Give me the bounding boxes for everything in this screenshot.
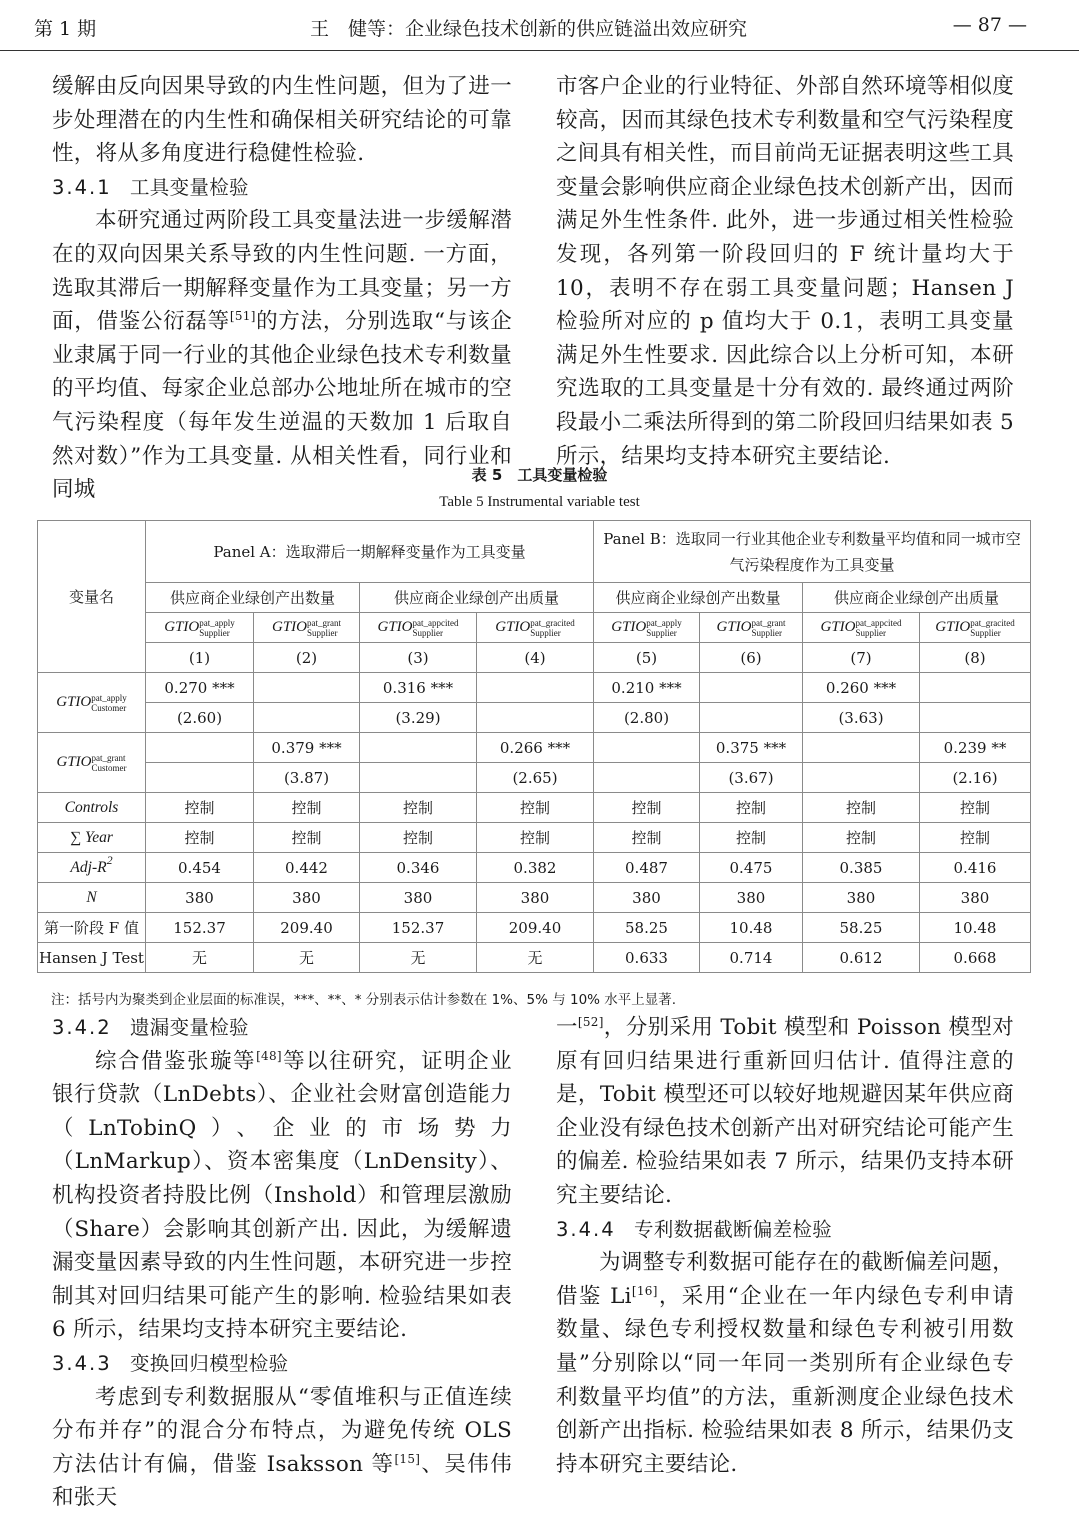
n-cell: 380 [803,883,920,913]
se-cell: (2.80) [594,703,700,733]
control-cell: 控制 [594,793,700,823]
n-cell: 380 [477,883,594,913]
column-number-row [38,643,1031,673]
coef-cell: 0.266 *** [477,733,594,763]
n-cell: 380 [700,883,803,913]
running-header [0,0,1079,51]
control-cell: 控制 [146,823,254,853]
control-cell: 控制 [700,793,803,823]
table-row [38,883,1031,913]
coef-cell: 0.260 *** [803,673,920,703]
issue-number: 第 1 期 [34,18,97,40]
n-cell: 380 [146,883,254,913]
f-cell: 209.40 [254,913,360,943]
control-cell: 控制 [146,793,254,823]
coef-cell [920,673,1031,703]
column-number: (7) [803,643,920,673]
dep-var-apply: GTIOpat_apply Supplier [146,613,254,643]
coef-cell [594,733,700,763]
coef-cell [477,673,594,703]
table-note: 注：括号内为聚类到企业层面的标准误，***、**、* 分别表示估计参数在 1%、5% 与 10% 水平上显著. [51,992,677,1008]
coef-cell [700,673,803,703]
right-column-top [556,70,1014,473]
control-cell: 控制 [254,823,360,853]
adj-r2-cell: 0.454 [146,853,254,883]
hansen-cell: 无 [477,943,594,973]
table-row [38,853,1031,883]
dependent-variable-row [38,613,1031,643]
quality-header: 供应商企业绿创产出质量 [803,583,1031,613]
n-cell: 380 [360,883,477,913]
se-cell [803,763,920,793]
row-label-apply-customer: GTIOpat_apply Customer [38,673,146,733]
hansen-cell: 0.714 [700,943,803,973]
section-heading-3-4-4: 3.4.4 专利数据截断偏差检验 [556,1217,833,1241]
column-number: (4) [477,643,594,673]
control-cell: 控制 [594,823,700,853]
se-cell [477,703,594,733]
table-row [38,673,1031,703]
paragraph: 市客户企业的行业特征、外部自然环境等相似度较高，因而其绿色技术专利数量和空气污染程度之间具有相关性，而目前尚无证据表明这些工具变量会影响供应商企业绿色技术创新产出，因而满足外生性条件. 此外，进一步通过相关性检验发现，各列第一阶段回归的 F 统计量均大于 10，表明不存在弱工具变量问题；Hansen J 检验所对应的 p 值均大于 0.1，表明工具变量满足外生性要求. 因此综合以上分析可知，本研究选取的工具变量是十分有效的. 最终通过两阶段最小二乘法所得到的第二阶段回归结果如表 5 所示，结果均支持本研究主要结论. [556,74,1014,469]
left-column-top [52,70,512,507]
control-cell: 控制 [920,793,1031,823]
citation[interactable]: [16] [631,1283,658,1298]
dep-var-grant: GTIOpat_grant Supplier [254,613,360,643]
n-cell: 380 [254,883,360,913]
table-row [38,793,1031,823]
control-cell: 控制 [477,793,594,823]
n-cell: 380 [594,883,700,913]
dep-var-appcited: GTIOpat_appcited Supplier [360,613,477,643]
control-cell: 控制 [700,823,803,853]
panel-b-header: Panel B：选取同一行业其他企业专利数量平均值和同一城市空气污染程度作为工具变量 [594,521,1031,583]
coef-cell: 0.210 *** [594,673,700,703]
se-cell [360,763,477,793]
f-cell: 152.37 [360,913,477,943]
dep-var-apply: GTIOpat_apply Supplier [594,613,700,643]
section-heading-3-4-1: 3.4.1 工具变量检验 [52,175,249,199]
right-column-bottom [556,1011,1014,1481]
control-cell: 控制 [360,823,477,853]
table-row [38,703,1031,733]
table-row [38,913,1031,943]
paragraph: 一[52]，分别采用 Tobit 模型和 Poisson 模型对原有回归结果进行重新回归估计. 值得注意的是，Tobit 模型还可以较好地规避因某年供应商企业没有绿色技术创新产出对研究结论可能产生的偏差. 检验结果如表 7 所示，结果仍支持本研究主要结论. [556,1015,1014,1208]
coef-cell [254,673,360,703]
citation[interactable]: [51] [229,309,256,324]
hansen-cell: 0.668 [920,943,1031,973]
se-cell [700,703,803,733]
adj-r2-cell: 0.416 [920,853,1031,883]
row-label-grant-customer: GTIOpat_grant Customer [38,733,146,793]
paragraph: 考虑到专利数据服从“零值堆积与正值连续分布并存”的混合分布特点，为避免传统 OLS 方法估计有偏，借鉴 Isaksson 等[15]、吴伟伟和张天 [52,1384,512,1511]
coef-cell [146,733,254,763]
hansen-cell: 0.612 [803,943,920,973]
table-row [38,943,1031,973]
se-cell: (2.60) [146,703,254,733]
adj-r2-cell: 0.385 [803,853,920,883]
running-title: 王 健等：企业绿色技术创新的供应链溢出效应研究 [310,18,748,40]
f-cell: 58.25 [803,913,920,943]
row-label-first-stage-f: 第一阶段 F 值 [38,913,146,943]
se-cell: (3.87) [254,763,360,793]
left-column-bottom [52,1011,512,1515]
column-number: (8) [920,643,1031,673]
quantity-header: 供应商企业绿创产出数量 [594,583,803,613]
adj-r2-cell: 0.475 [700,853,803,883]
control-cell: 控制 [803,823,920,853]
se-cell [254,703,360,733]
table-caption-cn: 表 5 工具变量检验 [471,466,608,484]
citation[interactable]: [48] [256,1048,282,1063]
se-cell [920,703,1031,733]
coef-cell: 0.375 *** [700,733,803,763]
se-cell [594,763,700,793]
panel-a-header: Panel A：选取滞后一期解释变量作为工具变量 [146,521,594,583]
se-cell: (2.16) [920,763,1031,793]
column-number: (3) [360,643,477,673]
coef-cell [360,733,477,763]
control-cell: 控制 [360,793,477,823]
control-cell: 控制 [803,793,920,823]
row-label-hansen: Hansen J Test [38,943,146,973]
adj-r2-cell: 0.346 [360,853,477,883]
control-cell: 控制 [920,823,1031,853]
paragraph: 为调整专利数据可能存在的截断偏差问题，借鉴 Li[16]，采用“企业在一年内绿色专利申请数量、绿色专利授权数量和绿色专利被引用数量”分别除以“同一年同一类别所有企业绿色专利数量平均值”的方法，重新测度企业绿色技术创新产出指标. 检验结果如表 8 所示，结果仍支持本研究主要结论. [556,1250,1014,1477]
hansen-cell: 0.633 [594,943,700,973]
coef-cell: 0.379 *** [254,733,360,763]
section-heading-3-4-3: 3.4.3 变换回归模型检验 [52,1351,289,1375]
coef-cell: 0.270 *** [146,673,254,703]
column-number: (2) [254,643,360,673]
row-label-controls: Controls [38,793,146,823]
paragraph: 本研究通过两阶段工具变量法进一步缓解潜在的双向因果关系导致的内生性问题. 一方面，选取其滞后一期解释变量作为工具变量；另一方面，借鉴公衍磊等[51]的方法，分别选取“与该企业隶属于同一行业的其他企业绿色技术专利数量的平均值、每家企业总部办公地址所在城市的空气污染程度（每年发生逆温的天数加 1 后取自然对数）”作为工具变量. 从相关性看，同行业和同城 [52,208,513,503]
se-cell: (3.29) [360,703,477,733]
f-cell: 10.48 [700,913,803,943]
table-caption-en: Table 5 Instrumental variable test [439,494,640,510]
table-row [38,763,1031,793]
table-row [38,823,1031,853]
quality-header: 供应商企业绿创产出质量 [360,583,594,613]
se-cell: (3.63) [803,703,920,733]
hansen-cell: 无 [146,943,254,973]
citation[interactable]: [52] [577,1015,604,1029]
row-label-year: ∑ Year [38,823,146,853]
table-row [38,733,1031,763]
f-cell: 152.37 [146,913,254,943]
paragraph: 缓解由反向因果导致的内生性问题，但为了进一步处理潜在的内生性和确保相关研究结论的可靠性，将从多角度进行稳健性检验. [52,74,512,167]
dep-var-grant: GTIOpat_grant Supplier [700,613,803,643]
hansen-cell: 无 [360,943,477,973]
page-number: — 87 — [952,14,1027,36]
control-cell: 控制 [477,823,594,853]
dep-var-appcited: GTIOpat_appcited Supplier [803,613,920,643]
se-cell: (3.67) [700,763,803,793]
adj-r2-cell: 0.487 [594,853,700,883]
quantity-header: 供应商企业绿创产出数量 [146,583,360,613]
row-label-n: N [38,883,146,913]
row-label-adj-r2: Adj-$R^2$ [38,853,146,883]
n-cell: 380 [920,883,1031,913]
paragraph: 综合借鉴张璇等[48]等以往研究，证明企业银行贷款（LnDebts）、企业社会财富创造能力（LnTobinQ）、企业的市场势力（LnMarkup）、资本密集度（LnDensity）、机构投资者持股比例（Inshold）和管理层激励（Share）会影响其创新产出. 因此，为缓解遗漏变量因素导致的内生性问题，本研究进一步控制其对回归结果可能产生的影响. 检验结果如表 6 所示，结果均支持本研究主要结论. [52,1048,512,1343]
table-5 [37,520,1031,973]
section-heading-3-4-2: 3.4.2 遗漏变量检验 [52,1016,249,1039]
se-cell [146,763,254,793]
f-cell: 209.40 [477,913,594,943]
adj-r2-cell: 0.382 [477,853,594,883]
dep-var-gracited: GTIOpat_gracited Supplier [920,613,1031,643]
citation[interactable]: [15] [394,1451,421,1466]
dep-var-gracited: GTIOpat_gracited Supplier [477,613,594,643]
hansen-cell: 无 [254,943,360,973]
se-cell: (2.65) [477,763,594,793]
control-cell: 控制 [254,793,360,823]
coef-cell: 0.239 ** [920,733,1031,763]
f-cell: 58.25 [594,913,700,943]
adj-r2-cell: 0.442 [254,853,360,883]
coef-cell [803,733,920,763]
column-number: (1) [146,643,254,673]
varname-header: 变量名 [38,521,146,673]
coef-cell: 0.316 *** [360,673,477,703]
f-cell: 10.48 [920,913,1031,943]
column-number: (5) [594,643,700,673]
column-number: (6) [700,643,803,673]
